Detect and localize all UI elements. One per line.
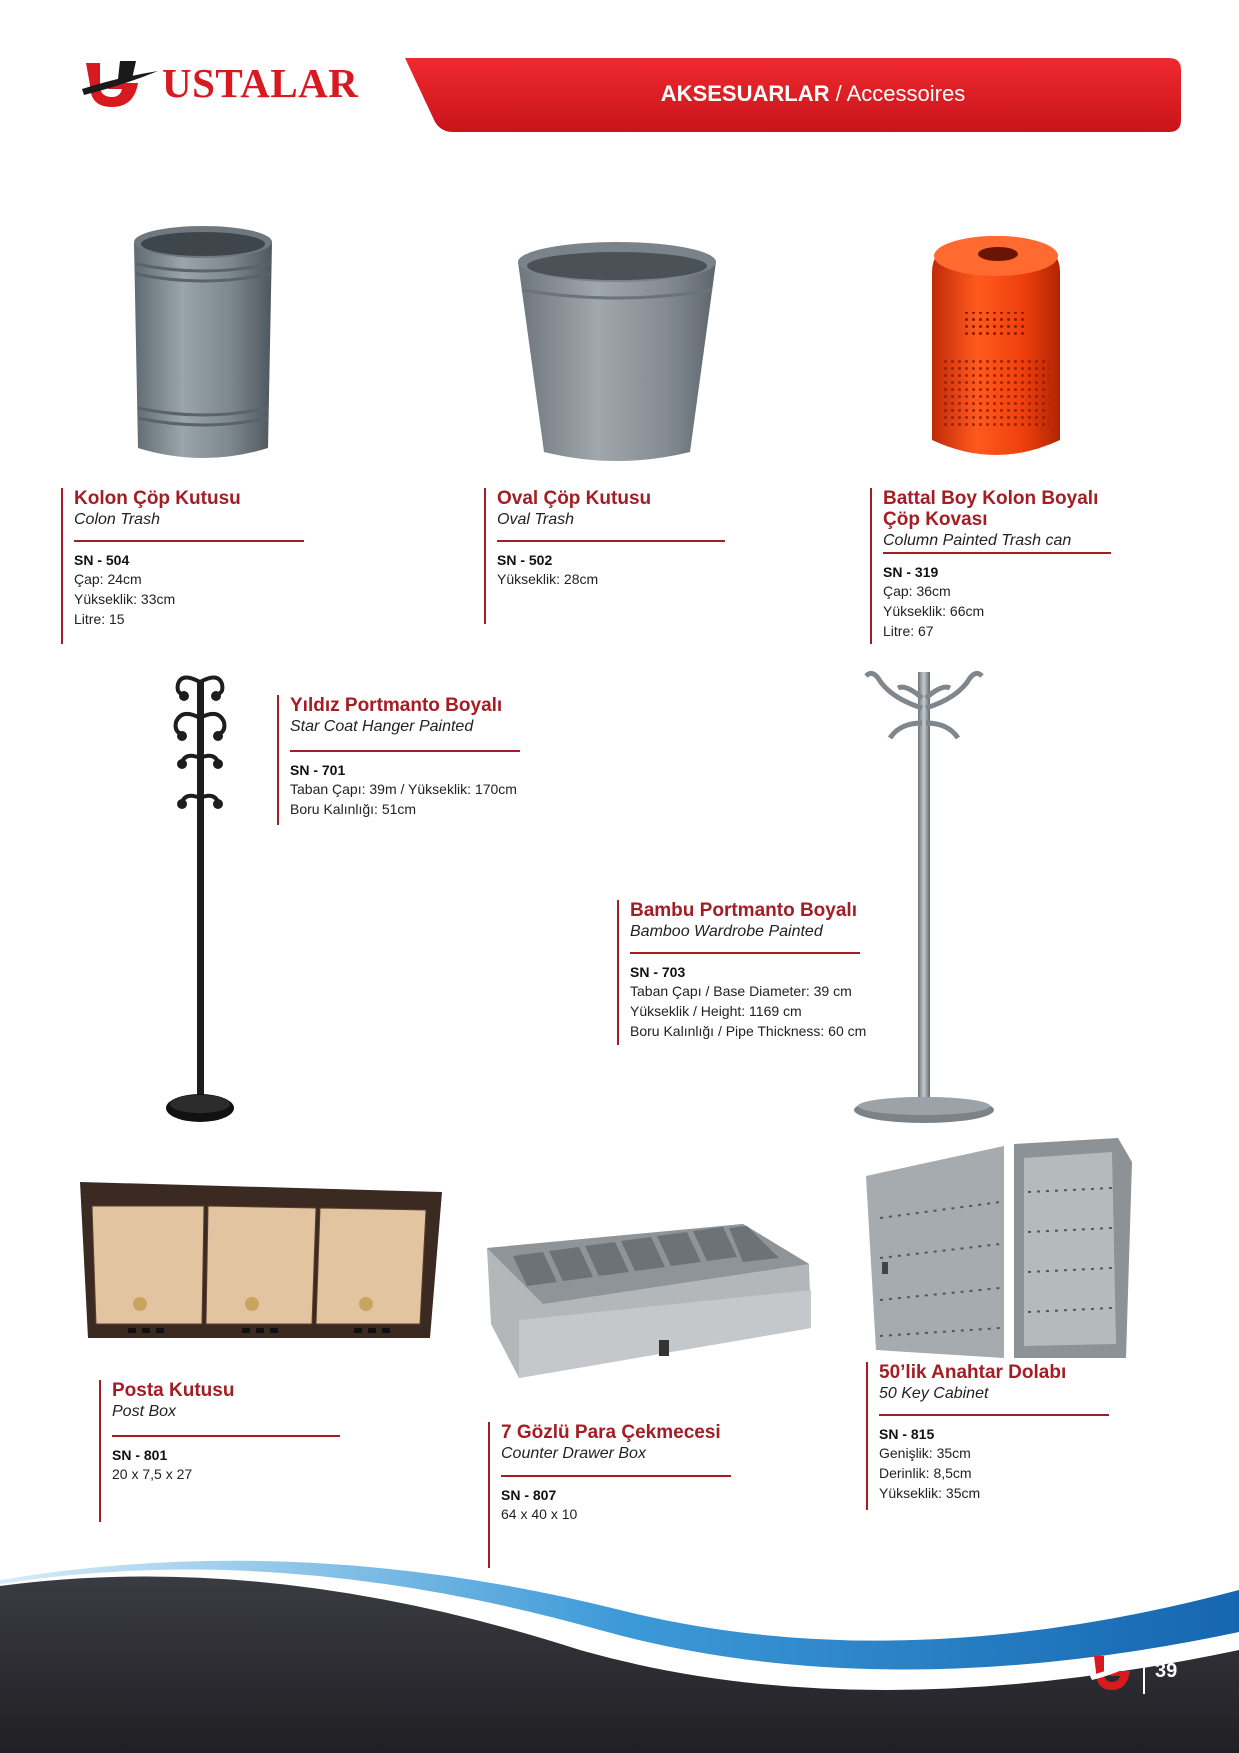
product-name: Yıldız Portmanto Boyalı <box>290 695 503 716</box>
footer-wave <box>0 1540 1239 1753</box>
red-column-trash-image <box>928 232 1064 470</box>
bamboo-wardrobe-image <box>850 668 1000 1128</box>
product-code: SN - 815 <box>879 1426 935 1442</box>
product-spec: Derinlik: 8,5cm <box>879 1465 972 1481</box>
product-name-line1: Battal Boy Kolon Boyalı <box>883 488 1099 509</box>
brand-name: USTALAR <box>162 60 359 106</box>
product-code: SN - 504 <box>74 552 130 568</box>
product-name: Kolon Çöp Kutusu <box>74 488 241 509</box>
colon-trash-image <box>128 222 278 472</box>
star-coat-hanger-image <box>160 668 240 1128</box>
product-subtitle: Counter Drawer Box <box>501 1445 646 1462</box>
product-spec: Litre: 15 <box>74 611 125 627</box>
product-spec: Boru Kalınlığı: 51cm <box>290 801 417 817</box>
product-spec: Genişlik: 35cm <box>879 1445 971 1461</box>
post-box-image <box>76 1178 446 1348</box>
product-rule <box>497 540 725 542</box>
footer-logo-icon <box>1090 1650 1136 1696</box>
red-column-trash-info <box>870 488 1130 644</box>
product-spec: 64 x 40 x 10 <box>501 1506 578 1522</box>
product-subtitle: Post Box <box>112 1403 177 1420</box>
product-spec: 20 x 7,5 x 27 <box>112 1466 193 1482</box>
product-rule <box>883 552 1111 554</box>
product-name-line2: Çöp Kovası <box>883 509 988 530</box>
product-subtitle: 50 Key Cabinet <box>879 1385 989 1402</box>
product-rule <box>290 750 520 752</box>
product-spec: Yükseklik: 66cm <box>883 603 985 619</box>
key-cabinet-info <box>866 1362 1126 1510</box>
product-rule <box>501 1475 731 1477</box>
page-number: 39 <box>1155 1660 1178 1682</box>
bamboo-wardrobe-info <box>617 900 907 1045</box>
product-name: 50’lik Anahtar Dolabı <box>879 1362 1067 1383</box>
footer-divider <box>1143 1652 1145 1694</box>
counter-drawer-image <box>483 1220 813 1380</box>
product-spec: Çap: 24cm <box>74 571 142 587</box>
brand-logo <box>80 55 380 115</box>
product-code: SN - 502 <box>497 552 553 568</box>
section-title <box>405 81 1181 107</box>
product-spec: Yükseklik: 33cm <box>74 591 176 607</box>
star-coat-hanger-info <box>277 695 557 825</box>
product-subtitle: Bamboo Wardrobe Painted <box>630 923 823 940</box>
product-rule <box>879 1414 1109 1416</box>
section-title-separator: / <box>829 81 847 106</box>
product-code: SN - 703 <box>630 964 686 980</box>
product-rule <box>112 1435 340 1437</box>
product-code: SN - 801 <box>112 1447 168 1463</box>
colon-trash-info <box>61 488 321 644</box>
product-name: Bambu Portmanto Boyalı <box>630 900 857 921</box>
product-rule <box>630 952 860 954</box>
section-title-en: Accessoires <box>846 81 966 106</box>
post-box-info <box>99 1380 339 1522</box>
product-spec: Yükseklik: 28cm <box>497 571 599 587</box>
oval-trash-image <box>512 240 722 470</box>
product-code: SN - 701 <box>290 762 346 778</box>
section-header <box>405 58 1181 132</box>
product-spec: Litre: 67 <box>883 623 934 639</box>
product-spec: Yükseklik / Height: 1169 cm <box>630 1003 802 1019</box>
product-code: SN - 319 <box>883 564 939 580</box>
key-cabinet-image <box>862 1132 1134 1362</box>
product-subtitle: Star Coat Hanger Painted <box>290 718 474 735</box>
product-name: Oval Çöp Kutusu <box>497 488 652 509</box>
product-spec: Yükseklik: 35cm <box>879 1485 981 1501</box>
product-spec: Taban Çapı: 39m / Yükseklik: 170cm <box>290 781 517 797</box>
product-spec: Çap: 36cm <box>883 583 951 599</box>
oval-trash-info <box>484 488 744 624</box>
brand-mark-icon <box>80 55 160 115</box>
product-rule <box>74 540 304 542</box>
section-title-tr: AKSESUARLAR <box>660 81 830 106</box>
product-spec: Boru Kalınlığı / Pipe Thickness: 60 cm <box>630 1023 867 1039</box>
product-spec: Taban Çapı / Base Diameter: 39 cm <box>630 983 852 999</box>
product-code: SN - 807 <box>501 1487 557 1503</box>
product-name: Posta Kutusu <box>112 1380 235 1401</box>
product-subtitle: Colon Trash <box>74 511 160 528</box>
product-name: 7 Gözlü Para Çekmecesi <box>501 1422 721 1443</box>
product-subtitle: Oval Trash <box>497 511 575 528</box>
product-subtitle: Column Painted Trash can <box>883 532 1072 549</box>
